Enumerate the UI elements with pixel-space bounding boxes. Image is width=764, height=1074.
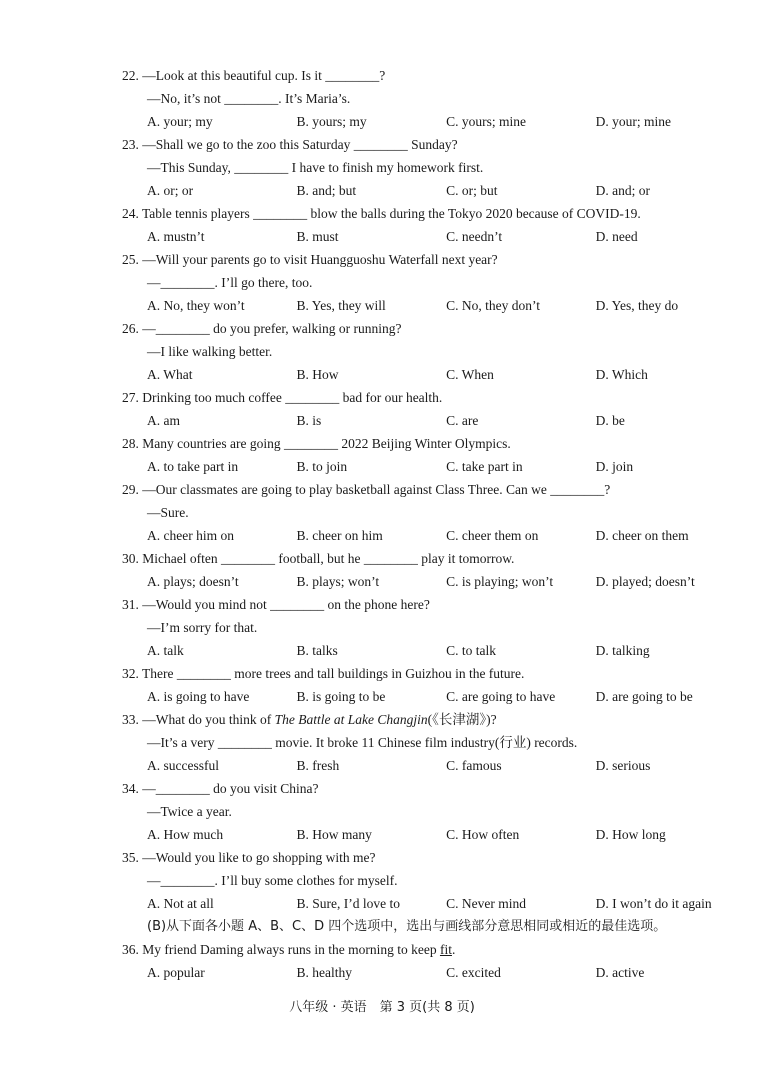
dialogue-line: —I like walking better.	[147, 344, 273, 359]
answer-option[interactable]: C. Never mind	[446, 896, 526, 911]
answer-option[interactable]: C. is playing; won’t	[446, 574, 554, 589]
answer-option[interactable]: A. to take part in	[147, 459, 239, 474]
dialogue-line: —No, it’s not ________. It’s Maria’s.	[147, 91, 351, 106]
answer-option[interactable]: A. No, they won’t	[147, 298, 245, 313]
dialogue-line: —________. I’ll buy some clothes for myself.	[147, 873, 398, 888]
answer-option[interactable]: B. Sure, I’d love to	[296, 896, 401, 911]
answer-option[interactable]: D. Yes, they do	[595, 298, 679, 313]
answer-option[interactable]: B. yours; my	[296, 114, 367, 129]
question-stem	[122, 708, 752, 731]
answer-options	[122, 110, 752, 133]
dialogue-line: —I’m sorry for that.	[147, 620, 258, 635]
answer-option[interactable]: A. your; my	[147, 114, 213, 129]
answer-option[interactable]: D. need	[595, 229, 638, 244]
question-stem: 34. —________ do you visit China?	[122, 781, 319, 796]
answer-options	[122, 179, 752, 202]
answer-option[interactable]: C. No, they don’t	[446, 298, 540, 313]
dialogue-line: —________. I’ll go there, too.	[147, 275, 313, 290]
answer-option[interactable]: D. How long	[595, 827, 666, 842]
answer-option[interactable]: C. yours; mine	[446, 114, 526, 129]
answer-options	[122, 225, 752, 248]
answer-option[interactable]: B. is going to be	[296, 689, 386, 704]
answer-option[interactable]: A. talk	[147, 643, 184, 658]
answer-option[interactable]: C. excited	[446, 965, 501, 980]
answer-option[interactable]: A. Not at all	[147, 896, 214, 911]
answer-option[interactable]: D. join	[595, 459, 634, 474]
answer-option[interactable]: A. popular	[147, 965, 205, 980]
question-list	[122, 64, 752, 984]
answer-options	[122, 639, 752, 662]
answer-option[interactable]: B. How	[296, 367, 339, 382]
dialogue-line: —It’s a very ________ movie. It broke 11 Chinese film industry(行业) records.	[147, 735, 578, 750]
question-text: 33. —What do you think of	[122, 712, 275, 727]
answer-options	[122, 961, 752, 984]
answer-option[interactable]: A. plays; doesn’t	[147, 574, 239, 589]
question-stem: 32. There ________ more trees and tall buildings in Guizhou in the future.	[122, 666, 525, 681]
question-stem: 35. —Would you like to go shopping with me?	[122, 850, 376, 865]
answer-option[interactable]: B. fresh	[296, 758, 340, 773]
answer-option[interactable]: B. How many	[296, 827, 372, 842]
answer-option[interactable]: C. needn’t	[446, 229, 503, 244]
answer-option[interactable]: B. cheer on him	[296, 528, 383, 543]
question-text: .	[451, 942, 456, 957]
movie-title: The Battle at Lake Changjin	[274, 712, 428, 727]
answer-option[interactable]: A. mustn’t	[147, 229, 205, 244]
answer-options	[122, 363, 752, 386]
answer-options	[122, 294, 752, 317]
answer-option[interactable]: C. How often	[446, 827, 520, 842]
question-stem: 25. —Will your parents go to visit Huangguoshu Waterfall next year?	[122, 252, 498, 267]
answer-option[interactable]: D. I won’t do it again	[595, 896, 712, 911]
question-stem: 28. Many countries are going ________ 2022 Beijing Winter Olympics.	[122, 436, 511, 451]
answer-options	[122, 409, 752, 432]
question-stem: 24. Table tennis players ________ blow the balls during the Tokyo 2020 because of COVID-19.	[122, 206, 641, 221]
answer-option[interactable]: C. famous	[446, 758, 502, 773]
answer-option[interactable]: B. healthy	[296, 965, 353, 980]
question-stem: 26. —________ do you prefer, walking or running?	[122, 321, 402, 336]
question-stem: 23. —Shall we go to the zoo this Saturday ________ Sunday?	[122, 137, 458, 152]
underlined-word: fit	[439, 942, 452, 957]
answer-option[interactable]: C. are going to have	[446, 689, 556, 704]
answer-option[interactable]: D. be	[595, 413, 625, 428]
answer-option[interactable]: A. is going to have	[147, 689, 250, 704]
answer-option[interactable]: C. to talk	[446, 643, 496, 658]
answer-option[interactable]: A. What	[147, 367, 193, 382]
answer-options	[122, 524, 752, 547]
answer-option[interactable]: B. is	[296, 413, 322, 428]
question-stem: 30. Michael often ________ football, but he ________ play it tomorrow.	[122, 551, 515, 566]
answer-option[interactable]: B. and; but	[296, 183, 357, 198]
answer-option[interactable]: A. am	[147, 413, 180, 428]
answer-options	[122, 754, 752, 777]
answer-option[interactable]: D. Which	[595, 367, 648, 382]
dialogue-line: —Twice a year.	[147, 804, 232, 819]
answer-option[interactable]: B. plays; won’t	[296, 574, 380, 589]
answer-option[interactable]: C. or; but	[446, 183, 498, 198]
dialogue-line: —This Sunday, ________ I have to finish my homework first.	[147, 160, 484, 175]
answer-option[interactable]: C. cheer them on	[446, 528, 539, 543]
answer-options	[122, 685, 752, 708]
page-footer: 八年级 · 英语 第 3 页(共 8 页)	[289, 1000, 475, 1015]
answer-option[interactable]: B. Yes, they will	[296, 298, 386, 313]
answer-options	[122, 892, 752, 915]
question-stem: 29. —Our classmates are going to play basketball against Class Three. Can we ________?	[122, 482, 611, 497]
answer-option[interactable]: D. your; mine	[595, 114, 672, 129]
answer-option[interactable]: A. cheer him on	[147, 528, 234, 543]
answer-option[interactable]: A. successful	[147, 758, 219, 773]
question-stem: 27. Drinking too much coffee ________ bad for our health.	[122, 390, 443, 405]
question-text: (《长津湖》)?	[427, 712, 497, 727]
answer-option[interactable]: D. active	[595, 965, 645, 980]
question-stem: 31. —Would you mind not ________ on the phone here?	[122, 597, 430, 612]
answer-option[interactable]: D. talking	[595, 643, 650, 658]
section-instruction: (B)从下面各小题 A、B、C、D 四个选项中，选出与画线部分意思相同或相近的最佳选项。	[147, 919, 667, 934]
answer-option[interactable]: B. to join	[296, 459, 348, 474]
question-stem	[122, 938, 752, 961]
answer-option[interactable]: D. played; doesn’t	[595, 574, 695, 589]
answer-option[interactable]: C. are	[446, 413, 479, 428]
answer-option[interactable]: C. take part in	[446, 459, 523, 474]
question-stem: 22. —Look at this beautiful cup. Is it ________?	[122, 68, 386, 83]
answer-option[interactable]: D. and; or	[595, 183, 651, 198]
answer-options	[122, 570, 752, 593]
answer-option[interactable]: D. cheer on them	[595, 528, 689, 543]
answer-option[interactable]: A. How much	[147, 827, 224, 842]
answer-option[interactable]: B. talks	[296, 643, 338, 658]
answer-option[interactable]: D. serious	[595, 758, 651, 773]
answer-options	[122, 455, 752, 478]
answer-option[interactable]: D. are going to be	[595, 689, 693, 704]
answer-option[interactable]: C. When	[446, 367, 494, 382]
question-text: 36. My friend Daming always runs in the morning to keep	[122, 942, 440, 957]
answer-options	[122, 823, 752, 846]
answer-option[interactable]: A. or; or	[147, 183, 194, 198]
answer-option[interactable]: B. must	[296, 229, 339, 244]
dialogue-line: —Sure.	[147, 505, 189, 520]
